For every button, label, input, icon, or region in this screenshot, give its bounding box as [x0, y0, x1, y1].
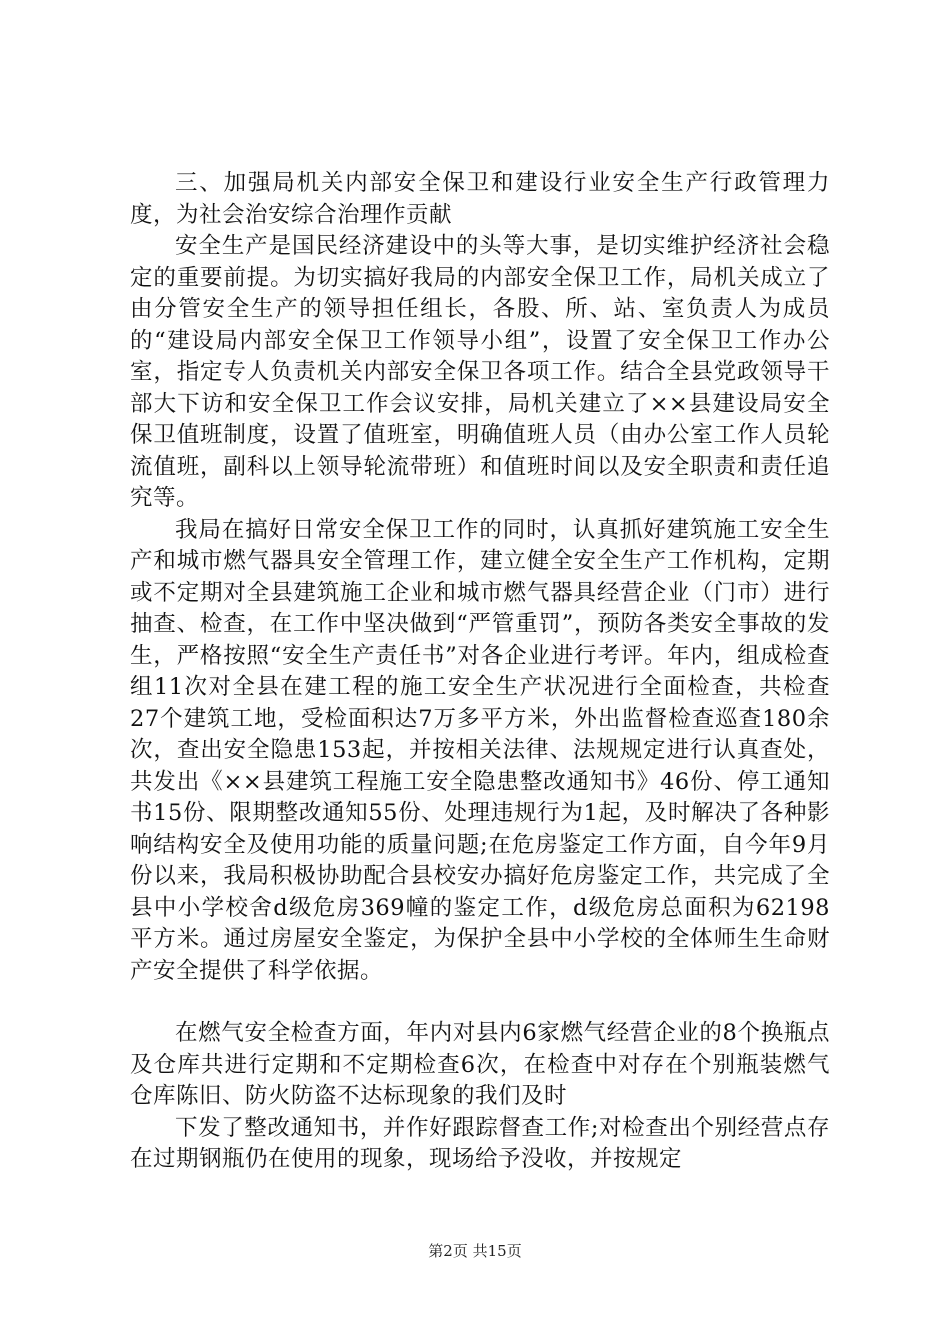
paragraph-gas-followup: 下发了整改通知书，并作好跟踪督查工作;对检查出个别经营点存在过期钢瓶仍在使用的现象，现场给予没收，并按规定: [130, 1114, 830, 1172]
page-footer: 第2页 共15页: [428, 1242, 522, 1260]
paragraph-internal-security: 安全生产是国民经济建设中的头等大事，是切实维护经济社会稳定的重要前提。为切实搞好我局的内部安全保卫工作，局机关成立了由分管安全生产的领导担任组长，各股、所、站、室负责人为成员的“建设局内部安全保卫工作领导小组”，设置了安全保卫工作办公室，指定专人负责机关内部安全保卫各项工作。结合全县党政领导干部大下访和安全保卫工作会议安排，局机关建立了××县建设局安全保卫值班制度，设置了值班室，明确值班人员（由办公室工作人员轮流值班，副科以上领导轮流带班）和值班时间以及安全职责和责任追究等。: [130, 233, 830, 511]
section-heading: 三、加强局机关内部安全保卫和建设行业安全生产行政管理力度，为社会治安综合治理作贡献: [130, 170, 830, 228]
paragraph-construction-safety: 我局在搞好日常安全保卫工作的同时，认真抓好建筑施工安全生产和城市燃气器具安全管理工作，建立健全安全生产工作机构，定期或不定期对全县建筑施工企业和城市燃气器具经营企业（门市）进行抽查、检查，在工作中坚决做到“严管重罚”，预防各类安全事故的发生，严格按照“安全生产责任书”对各企业进行考评。年内，组成检查组11次对全县在建工程的施工安全生产状况进行全面检查，共检查27个建筑工地，受检面积达7万多平方米，外出监督检查巡查180余次，查出安全隐患153起，并按相关法律、法规规定进行认真查处，共发出《××县建筑工程施工安全隐患整改通知书》46份、停工通知书15份、限期整改通知55份、处理违规行为1起，及时解决了各种影响结构安全及使用功能的质量问题;在危房鉴定工作方面，自今年9月份以来，我局积极协助配合县校安办搞好危房鉴定工作，共完成了全县中小学校舍d级危房369幢的鉴定工作，d级危房总面积为62198平方米。通过房屋安全鉴定，为保护全县中小学校的全体师生生命财产安全提供了科学依据。: [130, 516, 830, 984]
document-body: [130, 168, 830, 1176]
paragraph-gap: [130, 987, 830, 1018]
paragraph-gas-safety: 在燃气安全检查方面，年内对县内6家燃气经营企业的8个换瓶点及仓库共进行定期和不定期检查6次，在检查中对存在个别瓶装燃气仓库陈旧、防火防盗不达标现象的我们及时: [130, 1020, 830, 1109]
